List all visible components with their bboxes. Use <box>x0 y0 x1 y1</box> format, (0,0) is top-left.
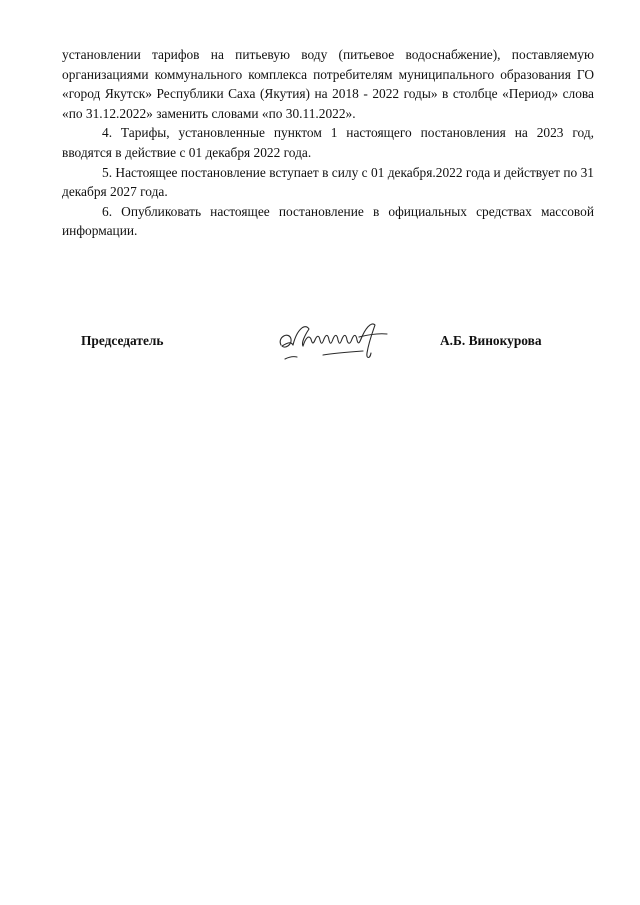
paragraph-item-5: 5. Настоящее постановление вступает в силу с 01 декабря.2022 года и действует по 31 декабря 2027 года. <box>62 164 594 200</box>
paragraph-item-4: 4. Тарифы, установленные пунктом 1 настоящего постановления на 2023 год, вводятся в действие с 01 декабря 2022 года. <box>62 125 594 160</box>
paragraph-item-6: 6. Опубликовать настоящее постановление в официальных средствах массовой информации. <box>62 203 594 239</box>
paragraph-continuation: установлении тарифов на питьевую воду (питьевое водоснабжение), поставляемую организациями коммунального комплекса потребителям муниципального образования ГО «город Якутск» Республики Саха (Якутия) на 2018 - 2022 годы» в столбце «Период» слова «по 31.12.2022» заменить словами «по 30.11.2022». <box>62 47 594 121</box>
signature-block <box>80 315 560 375</box>
signatory-name: А.Б. Винокурова <box>440 333 542 348</box>
signatory-title: Председатель <box>81 333 164 348</box>
handwritten-signature-icon <box>275 315 395 363</box>
document-body <box>62 45 594 241</box>
